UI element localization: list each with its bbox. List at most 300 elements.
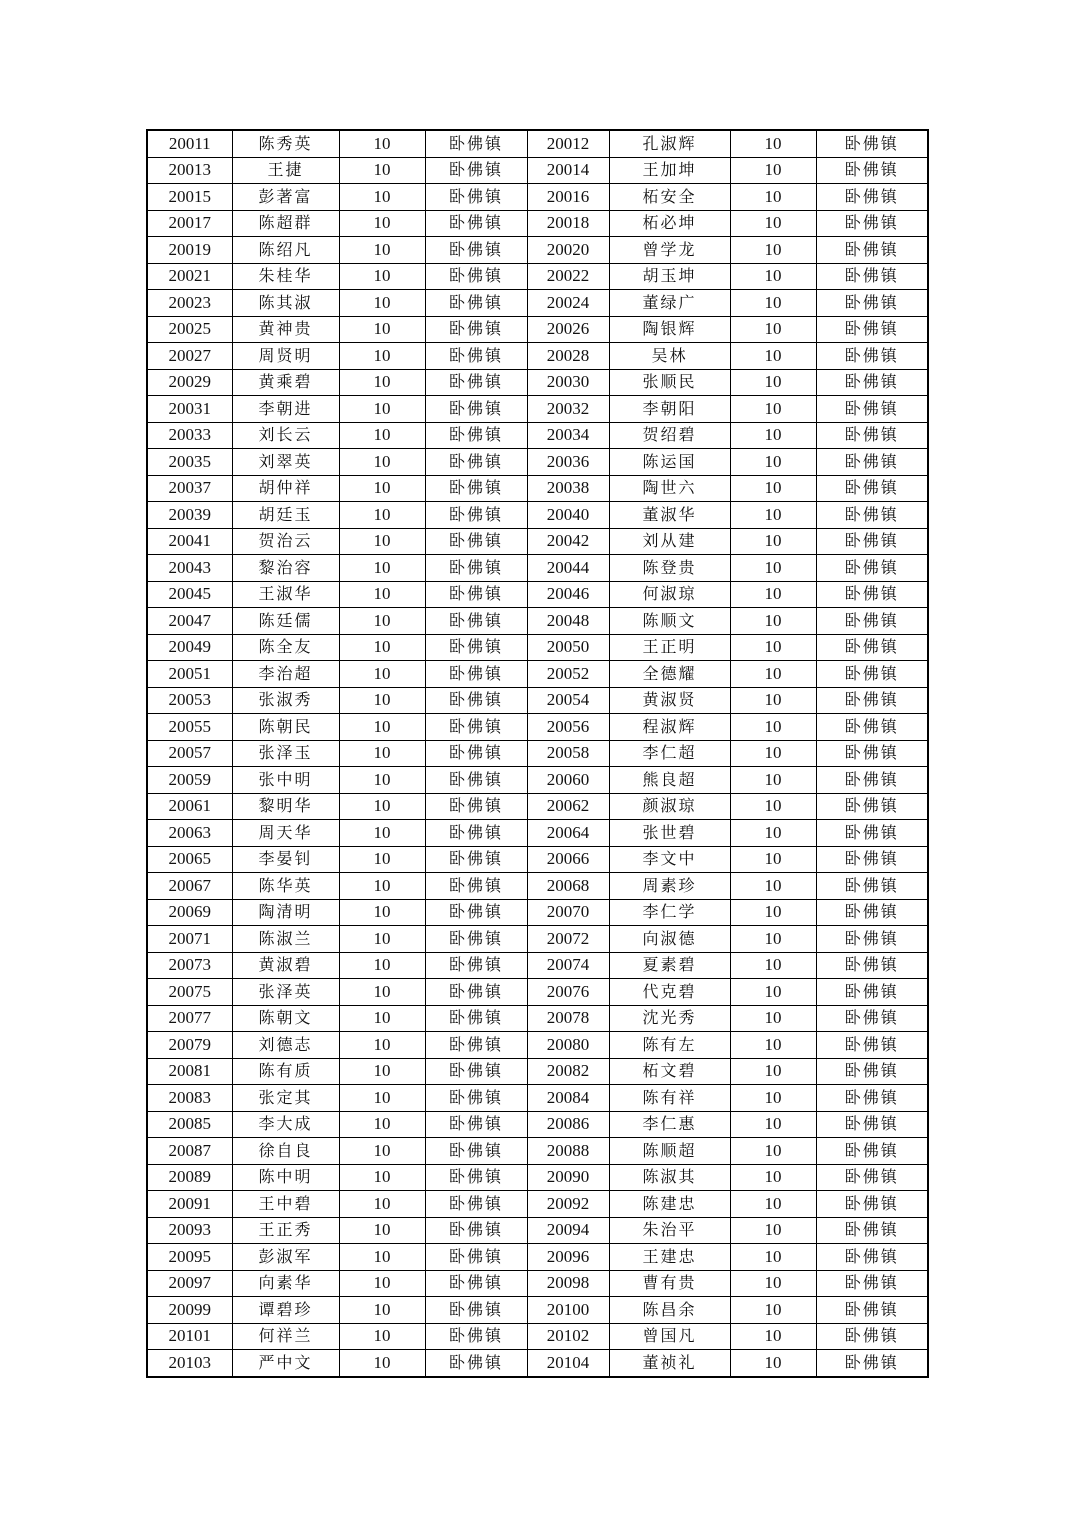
person-name-cell: 陈运国 bbox=[609, 449, 730, 476]
table-row bbox=[147, 979, 928, 1006]
town-name-cell: 卧佛镇 bbox=[816, 1270, 928, 1297]
record-id-cell: 20022 bbox=[527, 263, 609, 290]
amount-cell: 10 bbox=[730, 740, 816, 767]
person-name-cell: 向淑德 bbox=[609, 926, 730, 953]
town-name-cell: 卧佛镇 bbox=[425, 528, 527, 555]
amount-cell: 10 bbox=[339, 1058, 425, 1085]
record-id-cell: 20029 bbox=[147, 369, 232, 396]
amount-cell: 10 bbox=[339, 1191, 425, 1218]
amount-cell: 10 bbox=[339, 422, 425, 449]
record-id-cell: 20087 bbox=[147, 1138, 232, 1165]
record-id-cell: 20059 bbox=[147, 767, 232, 794]
record-id-cell: 20021 bbox=[147, 263, 232, 290]
town-name-cell: 卧佛镇 bbox=[425, 581, 527, 608]
amount-cell: 10 bbox=[339, 369, 425, 396]
table-row bbox=[147, 396, 928, 423]
town-name-cell: 卧佛镇 bbox=[816, 608, 928, 635]
record-id-cell: 20051 bbox=[147, 661, 232, 688]
town-name-cell: 卧佛镇 bbox=[816, 1085, 928, 1112]
record-id-cell: 20064 bbox=[527, 820, 609, 847]
table-row bbox=[147, 528, 928, 555]
table-row bbox=[147, 555, 928, 582]
table-row bbox=[147, 1244, 928, 1271]
record-id-cell: 20047 bbox=[147, 608, 232, 635]
table-row bbox=[147, 130, 928, 157]
town-name-cell: 卧佛镇 bbox=[816, 952, 928, 979]
table-row bbox=[147, 1350, 928, 1377]
amount-cell: 10 bbox=[339, 130, 425, 157]
amount-cell: 10 bbox=[730, 555, 816, 582]
person-name-cell: 沈光秀 bbox=[609, 1005, 730, 1032]
person-name-cell: 李朝阳 bbox=[609, 396, 730, 423]
town-name-cell: 卧佛镇 bbox=[816, 396, 928, 423]
person-name-cell: 张定其 bbox=[232, 1085, 339, 1112]
town-name-cell: 卧佛镇 bbox=[425, 157, 527, 184]
person-name-cell: 彭淑军 bbox=[232, 1244, 339, 1271]
record-id-cell: 20020 bbox=[527, 237, 609, 264]
person-name-cell: 何淑琼 bbox=[609, 581, 730, 608]
table-row bbox=[147, 1085, 928, 1112]
town-name-cell: 卧佛镇 bbox=[816, 290, 928, 317]
town-name-cell: 卧佛镇 bbox=[425, 1005, 527, 1032]
town-name-cell: 卧佛镇 bbox=[425, 184, 527, 211]
record-id-cell: 20040 bbox=[527, 502, 609, 529]
amount-cell: 10 bbox=[339, 634, 425, 661]
record-id-cell: 20011 bbox=[147, 130, 232, 157]
town-name-cell: 卧佛镇 bbox=[425, 767, 527, 794]
person-name-cell: 胡仲祥 bbox=[232, 475, 339, 502]
amount-cell: 10 bbox=[730, 926, 816, 953]
town-name-cell: 卧佛镇 bbox=[425, 475, 527, 502]
amount-cell: 10 bbox=[730, 1191, 816, 1218]
record-id-cell: 20057 bbox=[147, 740, 232, 767]
town-name-cell: 卧佛镇 bbox=[816, 1138, 928, 1165]
table-row bbox=[147, 1138, 928, 1165]
amount-cell: 10 bbox=[339, 926, 425, 953]
table-row bbox=[147, 634, 928, 661]
record-id-cell: 20065 bbox=[147, 846, 232, 873]
person-name-cell: 陶世六 bbox=[609, 475, 730, 502]
person-name-cell: 陈建忠 bbox=[609, 1191, 730, 1218]
person-name-cell: 胡玉坤 bbox=[609, 263, 730, 290]
town-name-cell: 卧佛镇 bbox=[425, 714, 527, 741]
record-id-cell: 20035 bbox=[147, 449, 232, 476]
person-name-cell: 陈廷儒 bbox=[232, 608, 339, 635]
person-name-cell: 代克碧 bbox=[609, 979, 730, 1006]
amount-cell: 10 bbox=[730, 1297, 816, 1324]
person-name-cell: 曾国凡 bbox=[609, 1323, 730, 1350]
person-name-cell: 李仁学 bbox=[609, 899, 730, 926]
record-id-cell: 20071 bbox=[147, 926, 232, 953]
record-id-cell: 20069 bbox=[147, 899, 232, 926]
town-name-cell: 卧佛镇 bbox=[816, 130, 928, 157]
record-id-cell: 20090 bbox=[527, 1164, 609, 1191]
table-row bbox=[147, 899, 928, 926]
table-row bbox=[147, 1297, 928, 1324]
town-name-cell: 卧佛镇 bbox=[816, 1111, 928, 1138]
town-name-cell: 卧佛镇 bbox=[816, 369, 928, 396]
amount-cell: 10 bbox=[339, 846, 425, 873]
table-row bbox=[147, 1270, 928, 1297]
amount-cell: 10 bbox=[730, 1085, 816, 1112]
amount-cell: 10 bbox=[339, 1138, 425, 1165]
record-id-cell: 20056 bbox=[527, 714, 609, 741]
amount-cell: 10 bbox=[730, 396, 816, 423]
record-id-cell: 20036 bbox=[527, 449, 609, 476]
person-name-cell: 黄神贵 bbox=[232, 316, 339, 343]
table-row bbox=[147, 1005, 928, 1032]
amount-cell: 10 bbox=[339, 740, 425, 767]
amount-cell: 10 bbox=[339, 157, 425, 184]
table-row bbox=[147, 1217, 928, 1244]
record-id-cell: 20084 bbox=[527, 1085, 609, 1112]
record-id-cell: 20085 bbox=[147, 1111, 232, 1138]
amount-cell: 10 bbox=[339, 396, 425, 423]
record-id-cell: 20048 bbox=[527, 608, 609, 635]
person-name-cell: 陈中明 bbox=[232, 1164, 339, 1191]
person-name-cell: 曹有贵 bbox=[609, 1270, 730, 1297]
amount-cell: 10 bbox=[339, 1297, 425, 1324]
amount-cell: 10 bbox=[730, 979, 816, 1006]
amount-cell: 10 bbox=[339, 343, 425, 370]
town-name-cell: 卧佛镇 bbox=[816, 926, 928, 953]
amount-cell: 10 bbox=[730, 687, 816, 714]
person-name-cell: 王淑华 bbox=[232, 581, 339, 608]
table-row bbox=[147, 237, 928, 264]
town-name-cell: 卧佛镇 bbox=[425, 1350, 527, 1377]
town-name-cell: 卧佛镇 bbox=[816, 820, 928, 847]
record-id-cell: 20074 bbox=[527, 952, 609, 979]
amount-cell: 10 bbox=[339, 687, 425, 714]
record-id-cell: 20063 bbox=[147, 820, 232, 847]
amount-cell: 10 bbox=[339, 290, 425, 317]
town-name-cell: 卧佛镇 bbox=[816, 343, 928, 370]
table-row bbox=[147, 581, 928, 608]
amount-cell: 10 bbox=[339, 263, 425, 290]
record-id-cell: 20014 bbox=[527, 157, 609, 184]
record-id-cell: 20016 bbox=[527, 184, 609, 211]
table-row bbox=[147, 926, 928, 953]
amount-cell: 10 bbox=[730, 502, 816, 529]
record-id-cell: 20072 bbox=[527, 926, 609, 953]
amount-cell: 10 bbox=[339, 475, 425, 502]
amount-cell: 10 bbox=[339, 555, 425, 582]
table-row bbox=[147, 1191, 928, 1218]
record-id-cell: 20058 bbox=[527, 740, 609, 767]
amount-cell: 10 bbox=[730, 237, 816, 264]
record-id-cell: 20038 bbox=[527, 475, 609, 502]
person-name-cell: 黄淑贤 bbox=[609, 687, 730, 714]
person-name-cell: 董绿广 bbox=[609, 290, 730, 317]
town-name-cell: 卧佛镇 bbox=[816, 1164, 928, 1191]
record-id-cell: 20081 bbox=[147, 1058, 232, 1085]
town-name-cell: 卧佛镇 bbox=[425, 1270, 527, 1297]
town-name-cell: 卧佛镇 bbox=[425, 740, 527, 767]
record-id-cell: 20025 bbox=[147, 316, 232, 343]
amount-cell: 10 bbox=[339, 714, 425, 741]
record-id-cell: 20083 bbox=[147, 1085, 232, 1112]
amount-cell: 10 bbox=[730, 608, 816, 635]
record-id-cell: 20037 bbox=[147, 475, 232, 502]
person-name-cell: 张泽玉 bbox=[232, 740, 339, 767]
person-name-cell: 陈朝民 bbox=[232, 714, 339, 741]
person-name-cell: 陈顺文 bbox=[609, 608, 730, 635]
amount-cell: 10 bbox=[730, 820, 816, 847]
person-name-cell: 刘德志 bbox=[232, 1032, 339, 1059]
record-id-cell: 20033 bbox=[147, 422, 232, 449]
person-name-cell: 黎治容 bbox=[232, 555, 339, 582]
table-row bbox=[147, 263, 928, 290]
amount-cell: 10 bbox=[730, 1138, 816, 1165]
record-id-cell: 20082 bbox=[527, 1058, 609, 1085]
amount-cell: 10 bbox=[339, 210, 425, 237]
town-name-cell: 卧佛镇 bbox=[816, 846, 928, 873]
record-id-cell: 20012 bbox=[527, 130, 609, 157]
table-row bbox=[147, 1058, 928, 1085]
person-name-cell: 程淑辉 bbox=[609, 714, 730, 741]
town-name-cell: 卧佛镇 bbox=[425, 634, 527, 661]
town-name-cell: 卧佛镇 bbox=[816, 475, 928, 502]
record-id-cell: 20100 bbox=[527, 1297, 609, 1324]
amount-cell: 10 bbox=[339, 316, 425, 343]
record-id-cell: 20070 bbox=[527, 899, 609, 926]
town-name-cell: 卧佛镇 bbox=[816, 1297, 928, 1324]
table-row bbox=[147, 422, 928, 449]
table-row bbox=[147, 952, 928, 979]
town-name-cell: 卧佛镇 bbox=[816, 634, 928, 661]
amount-cell: 10 bbox=[730, 634, 816, 661]
town-name-cell: 卧佛镇 bbox=[816, 555, 928, 582]
town-name-cell: 卧佛镇 bbox=[816, 502, 928, 529]
record-id-cell: 20086 bbox=[527, 1111, 609, 1138]
record-id-cell: 20066 bbox=[527, 846, 609, 873]
person-name-cell: 何祥兰 bbox=[232, 1323, 339, 1350]
record-id-cell: 20043 bbox=[147, 555, 232, 582]
person-name-cell: 王捷 bbox=[232, 157, 339, 184]
town-name-cell: 卧佛镇 bbox=[425, 687, 527, 714]
person-name-cell: 陈有左 bbox=[609, 1032, 730, 1059]
amount-cell: 10 bbox=[339, 873, 425, 900]
record-id-cell: 20046 bbox=[527, 581, 609, 608]
person-name-cell: 李晏钊 bbox=[232, 846, 339, 873]
record-id-cell: 20027 bbox=[147, 343, 232, 370]
record-id-cell: 20099 bbox=[147, 1297, 232, 1324]
record-id-cell: 20050 bbox=[527, 634, 609, 661]
record-id-cell: 20078 bbox=[527, 1005, 609, 1032]
record-id-cell: 20077 bbox=[147, 1005, 232, 1032]
record-id-cell: 20067 bbox=[147, 873, 232, 900]
person-name-cell: 贺治云 bbox=[232, 528, 339, 555]
amount-cell: 10 bbox=[730, 130, 816, 157]
amount-cell: 10 bbox=[730, 846, 816, 873]
table-row bbox=[147, 608, 928, 635]
person-name-cell: 陈顺超 bbox=[609, 1138, 730, 1165]
record-id-cell: 20019 bbox=[147, 237, 232, 264]
town-name-cell: 卧佛镇 bbox=[425, 1164, 527, 1191]
town-name-cell: 卧佛镇 bbox=[425, 979, 527, 1006]
record-id-cell: 20044 bbox=[527, 555, 609, 582]
amount-cell: 10 bbox=[730, 1270, 816, 1297]
person-name-cell: 王正秀 bbox=[232, 1217, 339, 1244]
person-name-cell: 王正明 bbox=[609, 634, 730, 661]
town-name-cell: 卧佛镇 bbox=[816, 528, 928, 555]
table-row bbox=[147, 1323, 928, 1350]
record-id-cell: 20018 bbox=[527, 210, 609, 237]
person-name-cell: 陈淑其 bbox=[609, 1164, 730, 1191]
town-name-cell: 卧佛镇 bbox=[425, 899, 527, 926]
amount-cell: 10 bbox=[730, 661, 816, 688]
record-id-cell: 20031 bbox=[147, 396, 232, 423]
table-row bbox=[147, 687, 928, 714]
town-name-cell: 卧佛镇 bbox=[816, 1244, 928, 1271]
town-name-cell: 卧佛镇 bbox=[425, 210, 527, 237]
town-name-cell: 卧佛镇 bbox=[816, 979, 928, 1006]
record-id-cell: 20068 bbox=[527, 873, 609, 900]
record-id-cell: 20013 bbox=[147, 157, 232, 184]
table-row bbox=[147, 210, 928, 237]
amount-cell: 10 bbox=[339, 793, 425, 820]
amount-cell: 10 bbox=[339, 1111, 425, 1138]
amount-cell: 10 bbox=[339, 820, 425, 847]
town-name-cell: 卧佛镇 bbox=[816, 740, 928, 767]
person-name-cell: 周贤明 bbox=[232, 343, 339, 370]
town-name-cell: 卧佛镇 bbox=[425, 369, 527, 396]
table-row bbox=[147, 475, 928, 502]
record-id-cell: 20088 bbox=[527, 1138, 609, 1165]
town-name-cell: 卧佛镇 bbox=[425, 290, 527, 317]
person-name-cell: 周素珍 bbox=[609, 873, 730, 900]
record-id-cell: 20091 bbox=[147, 1191, 232, 1218]
town-name-cell: 卧佛镇 bbox=[425, 237, 527, 264]
person-name-cell: 刘翠英 bbox=[232, 449, 339, 476]
person-name-cell: 刘长云 bbox=[232, 422, 339, 449]
town-name-cell: 卧佛镇 bbox=[816, 1058, 928, 1085]
table-row bbox=[147, 290, 928, 317]
person-name-cell: 张顺民 bbox=[609, 369, 730, 396]
amount-cell: 10 bbox=[730, 475, 816, 502]
town-name-cell: 卧佛镇 bbox=[816, 1005, 928, 1032]
person-name-cell: 全德耀 bbox=[609, 661, 730, 688]
record-id-cell: 20102 bbox=[527, 1323, 609, 1350]
amount-cell: 10 bbox=[339, 1032, 425, 1059]
person-name-cell: 李大成 bbox=[232, 1111, 339, 1138]
record-id-cell: 20093 bbox=[147, 1217, 232, 1244]
town-name-cell: 卧佛镇 bbox=[816, 316, 928, 343]
record-id-cell: 20055 bbox=[147, 714, 232, 741]
person-name-cell: 李朝进 bbox=[232, 396, 339, 423]
record-id-cell: 20075 bbox=[147, 979, 232, 1006]
person-name-cell: 陈有祥 bbox=[609, 1085, 730, 1112]
town-name-cell: 卧佛镇 bbox=[425, 846, 527, 873]
record-id-cell: 20097 bbox=[147, 1270, 232, 1297]
person-name-cell: 陈昌余 bbox=[609, 1297, 730, 1324]
town-name-cell: 卧佛镇 bbox=[816, 767, 928, 794]
amount-cell: 10 bbox=[730, 1244, 816, 1271]
record-id-cell: 20073 bbox=[147, 952, 232, 979]
amount-cell: 10 bbox=[339, 899, 425, 926]
amount-cell: 10 bbox=[339, 952, 425, 979]
table-row bbox=[147, 846, 928, 873]
amount-cell: 10 bbox=[339, 608, 425, 635]
record-id-cell: 20094 bbox=[527, 1217, 609, 1244]
town-name-cell: 卧佛镇 bbox=[425, 130, 527, 157]
town-name-cell: 卧佛镇 bbox=[816, 793, 928, 820]
table-row bbox=[147, 714, 928, 741]
table-row bbox=[147, 449, 928, 476]
amount-cell: 10 bbox=[730, 952, 816, 979]
person-name-cell: 李仁惠 bbox=[609, 1111, 730, 1138]
amount-cell: 10 bbox=[730, 528, 816, 555]
town-name-cell: 卧佛镇 bbox=[425, 343, 527, 370]
table-row bbox=[147, 820, 928, 847]
amount-cell: 10 bbox=[730, 1217, 816, 1244]
table-row bbox=[147, 157, 928, 184]
amount-cell: 10 bbox=[339, 1217, 425, 1244]
amount-cell: 10 bbox=[730, 184, 816, 211]
person-name-cell: 张淑秀 bbox=[232, 687, 339, 714]
person-name-cell: 陈淑兰 bbox=[232, 926, 339, 953]
amount-cell: 10 bbox=[730, 793, 816, 820]
record-id-cell: 20017 bbox=[147, 210, 232, 237]
town-name-cell: 卧佛镇 bbox=[816, 1191, 928, 1218]
town-name-cell: 卧佛镇 bbox=[816, 422, 928, 449]
town-name-cell: 卧佛镇 bbox=[425, 1244, 527, 1271]
person-name-cell: 陶银辉 bbox=[609, 316, 730, 343]
roster-body bbox=[147, 130, 928, 1377]
record-id-cell: 20030 bbox=[527, 369, 609, 396]
person-name-cell: 柘文碧 bbox=[609, 1058, 730, 1085]
amount-cell: 10 bbox=[339, 1005, 425, 1032]
person-name-cell: 李仁超 bbox=[609, 740, 730, 767]
amount-cell: 10 bbox=[730, 1350, 816, 1377]
amount-cell: 10 bbox=[730, 343, 816, 370]
person-name-cell: 向素华 bbox=[232, 1270, 339, 1297]
amount-cell: 10 bbox=[730, 263, 816, 290]
town-name-cell: 卧佛镇 bbox=[425, 1191, 527, 1218]
record-id-cell: 20041 bbox=[147, 528, 232, 555]
person-name-cell: 陶清明 bbox=[232, 899, 339, 926]
person-name-cell: 陈秀英 bbox=[232, 130, 339, 157]
town-name-cell: 卧佛镇 bbox=[816, 237, 928, 264]
amount-cell: 10 bbox=[339, 1244, 425, 1271]
town-name-cell: 卧佛镇 bbox=[425, 1111, 527, 1138]
amount-cell: 10 bbox=[730, 767, 816, 794]
table-row bbox=[147, 316, 928, 343]
table-row bbox=[147, 184, 928, 211]
amount-cell: 10 bbox=[339, 1085, 425, 1112]
amount-cell: 10 bbox=[730, 1111, 816, 1138]
person-name-cell: 曾学龙 bbox=[609, 237, 730, 264]
table-row bbox=[147, 793, 928, 820]
person-name-cell: 董淑华 bbox=[609, 502, 730, 529]
table-row bbox=[147, 343, 928, 370]
person-name-cell: 柘必坤 bbox=[609, 210, 730, 237]
town-name-cell: 卧佛镇 bbox=[425, 661, 527, 688]
town-name-cell: 卧佛镇 bbox=[425, 316, 527, 343]
record-id-cell: 20095 bbox=[147, 1244, 232, 1271]
town-name-cell: 卧佛镇 bbox=[425, 1138, 527, 1165]
person-name-cell: 陈有质 bbox=[232, 1058, 339, 1085]
record-id-cell: 20060 bbox=[527, 767, 609, 794]
person-name-cell: 陈超群 bbox=[232, 210, 339, 237]
table-row bbox=[147, 1164, 928, 1191]
record-id-cell: 20053 bbox=[147, 687, 232, 714]
person-name-cell: 徐自良 bbox=[232, 1138, 339, 1165]
record-id-cell: 20103 bbox=[147, 1350, 232, 1377]
record-id-cell: 20098 bbox=[527, 1270, 609, 1297]
town-name-cell: 卧佛镇 bbox=[816, 661, 928, 688]
town-name-cell: 卧佛镇 bbox=[816, 449, 928, 476]
